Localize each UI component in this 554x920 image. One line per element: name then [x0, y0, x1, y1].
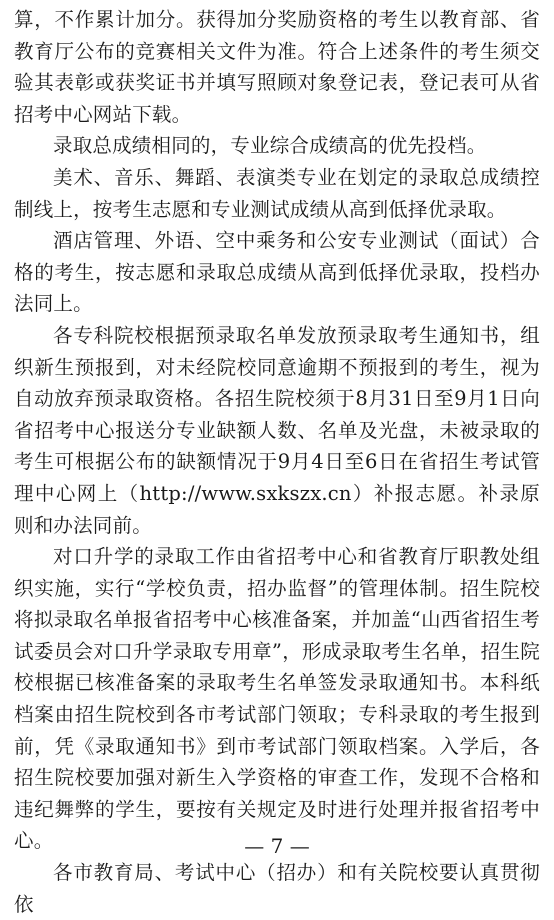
paragraph-4: 酒店管理、外语、空中乘务和公安专业测试（面试）合格的考生，按志愿和录取总成绩从高到低择优录取，投档办法同上。: [14, 229, 540, 316]
paragraph-2: 录取总成绩相同的，专业综合成绩高的优先投档。: [53, 134, 487, 158]
paragraph-1: 算，不作累计加分。获得加分奖励资格的考生以教育部、省教育厅公布的竞赛相关文件为准。符合上述条件的考生须交验其表彰或获奖证书并填写照顾对象登记表，登记表可从省招考中心网站下载。: [14, 8, 540, 126]
paragraph-7: 各市教育局、考试中心（招办）和有关院校要认真贯彻依: [14, 861, 540, 916]
document-body: [14, 4, 540, 920]
paragraph-6: 对口升学的录取工作由省招考中心和省教育厅职教处组织实施，实行“学校负责，招办监督”的管理体制。招生院校将拟录取名单报省招考中心核准备案，并加盖“山西省招生考试委员会对口升学录取专用章”，形成录取考生名单，招生院校根据已核准备案的录取考生名单签发录取通知书。本科纸档案由招生院校到各市考试部门领取；专科录取的考生报到前，凭《录取通知书》到市考试部门领取档案。入学后，各招生院校要加强对新生入学资格的审查工作，发现不合格和违纪舞弊的学生，要按有关规定及时进行处理并报省招考中心。: [14, 545, 540, 853]
paragraph-3: 美术、音乐、舞蹈、表演类专业在划定的录取总成绩控制线上，按考生志愿和专业测试成绩从高到低择优录取。: [14, 165, 540, 221]
paragraph-5: 各专科院校根据预录取名单发放预录取考生通知书，组织新生预报到，对未经院校同意逾期不预报到的考生，视为自动放弃预录取资格。各招生院校须于8月31日至9月1日向省招考中心报送分专业缺额人数、名单及光盘，未被录取的考生可根据公布的缺额情况于9月4日至6日在省招生考试管理中心网上（http://www.sxkszx.cn）补报志愿。补录原则和办法同前。: [14, 323, 540, 537]
page-number: — 7 —: [244, 834, 310, 858]
